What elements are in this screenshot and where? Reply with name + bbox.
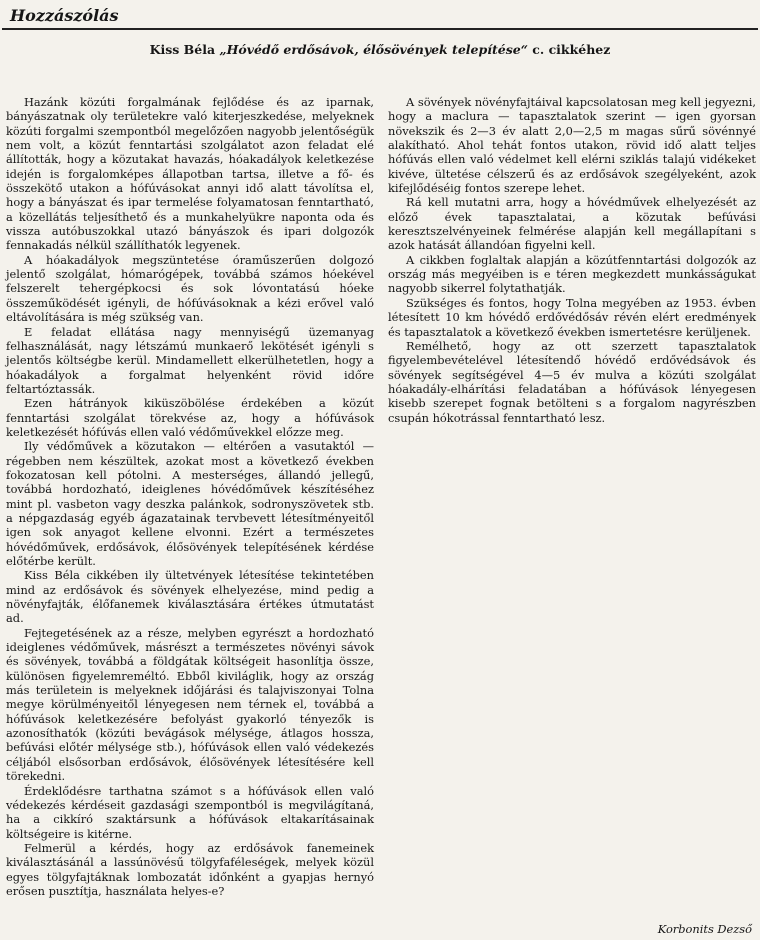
paragraph: Szükséges és fontos, hogy Tolna megyében az 1953. évben létesített 10 km hóvédő erdővédősáv révén elért eredmények és tapasztalatok a következő években ismertetésre kerüljenek. <box>388 295 756 339</box>
author-signature: Korbonits Dezső <box>657 922 752 936</box>
paragraph: Fejtegetésének az a része, melyben egyrészt a hordozható ideiglenes védőművek, másrészt a természetes növényi sávok és sövények, továbbá a földgátak költségeit hasonlítja össze, különösen figyelemreméltó. Ebből kiviláglik, hogy az ország más területein is melyeknek időjárási és talajviszonyai Tolna megye körülményeitől lényegesen nem térnek el, továbbá a hófúvások keletkezésére befolyást gyakorló tényezők is azonosíthatók (közúti bevágások mélysége, átlagos hossza, befúvási előtér mélysége stb.), hófúvások ellen való védekezés céljából elsősorban erdősávok, élősövények létesítésére kell törekedni. <box>6 625 374 784</box>
paragraph: E feladat ellátása nagy mennyiségű üzemanyag felhasználását, nagy létszámú munkaerő lekötését igényli s jelentős költségbe kerül. Mindamellett elkerülhetetlen, hogy a hóakadályok a forgalmat helyenként rövid időre feltartóztassák. <box>6 324 374 396</box>
paragraph: A cikkben foglaltak alapján a közútfenntartási dolgozók az ország más megyéiben is e téren megkezdett munkásságukat nagyobb sikerrel folytathatják. <box>388 252 756 296</box>
paragraph: Felmerül a kérdés, hogy az erdősávok fanemeinek kiválasztásánál a lassúnövésű tölgyfaféleségek, melyek közül egyes tölgyfajtáknak lombozatát időnként a gyapjas hernyó erősen pusztítja, használata helyes-e? <box>6 840 374 898</box>
heading-article-title: „Hóvédő erdősávok, élősövények telepítése“ <box>219 42 528 57</box>
paragraph: Ily védőművek a közutakon — eltérően a vasutaktól — régebben nem készültek, azokat most a következő években fokozatosan kell pótolni. A mesterséges, állandó jellegű, továbbá hordozható, ideiglenes hóvédőművek készítéséhez mint pl. vasbeton vagy deszka palánkok, sodronyszövetek stb. a népgazdaság egyéb ágazatainak tervbevett létesítményeitől igen sok anyagot kellene elvonni. Ezért a természetes hóvédőművek, erdősávok, élősövények telepítésének kérdése előtérbe került. <box>6 439 374 568</box>
paragraph: Hazánk közúti forgalmának fejlődése és az iparnak, bányászatnak oly területekre való kiterjeszkedése, melyeknek közúti forgalmi szempontból megelőzően nagyobb jelentőségük nem volt, a közút fenntartási szolgálatot azon feladat elé állították, hogy a közutakat havazás, hóakadályok keletkezése idején is forgalomképes állapotban tartsa, illetve a fő- és összekötő utakon a hófúvásokat annyi idő alatt távolítsa el, hogy a bányászat és ipar termelése folyamatosan fenntartható, a közellátás teljesíthető és a munkahelyükre naponta oda és vissza autóbuszokkal utazó bányászok és ipari dolgozók fennakadás nélkül szállíthatók legyenek. <box>6 95 374 253</box>
article-heading <box>0 42 760 57</box>
paragraph: Remélhető, hogy az ott szerzett tapasztalatok figyelembevételével létesítendő hóvédő erdővédsávok és sövények segítségével 4—5 év mulva a közúti szolgálat hóakadály-elhárítási feladatában a hófúvások lényegesen kisebb szerepet fognak betölteni s a forgalom nagyrészben csupán hókotrással fenntartható lesz. <box>388 338 756 425</box>
paragraph: A hóakadályok megszüntetése óraműszerűen dolgozó jelentő szolgálat, hómarógépek, továbbá számos hóekével felszerelt tehergépkocsi és sok lóvontatású hóeke összeműködését igényli, de hófúvásoknak a kézi erővel való eltávolítására is még szükség van. <box>6 252 374 325</box>
paragraph: A sövények növényfajtáival kapcsolatosan meg kell jegyezni, hogy a maclura — tapasztalatok szerint — igen gyorsan növekszik és 2—3 év alatt 2,0—2,5 m magas sűrű sövénnyé alakítható. Ahol tehát fontos utakon, rövid idő alatt teljes hófúvás ellen való védelmet kell elérni sziklás talajú vidékeket kivéve, ültetése célszerű és az erdősávok szegélyeként, azok kifejlődéséig fontos szerepe lehet. <box>388 95 756 196</box>
heading-author: Kiss Béla <box>149 42 216 57</box>
article-body <box>6 95 756 915</box>
paragraph: Érdeklődésre tarthatna számot s a hófúvások ellen való védekezés kérdéseit gazdasági szempontból is megvilágítaná, ha a cikkíró szaktársunk a hófúvások eltakarításainak költségeire is kitérne. <box>6 783 374 841</box>
paragraph: Kiss Béla cikkében ily ültetvények létesítése tekintetében mind az erdősávok és sövények elhelyezése, mind pedig a növényfajták, élőfanemek kiválasztására értékes útmutatást ad. <box>6 568 374 626</box>
heading-suffix: c. cikkéhez <box>532 42 611 57</box>
title-rule <box>2 28 758 30</box>
section-title: Hozzászólás <box>10 6 119 25</box>
paragraph: Rá kell mutatni arra, hogy a hóvédművek elhelyezését az előző évek tapasztalatai, a közutak befúvási keresztszelvényeinek felmérése alapján kell megállapítani s azok hatását állandóan figyelni kell. <box>388 195 756 253</box>
paragraph: Ezen hátrányok kiküszöbölése érdekében a közút fenntartási szolgálat törekvése az, hogy a hófúvások keletkezését hófúvás ellen való védőművekkel előzze meg. <box>6 396 374 439</box>
